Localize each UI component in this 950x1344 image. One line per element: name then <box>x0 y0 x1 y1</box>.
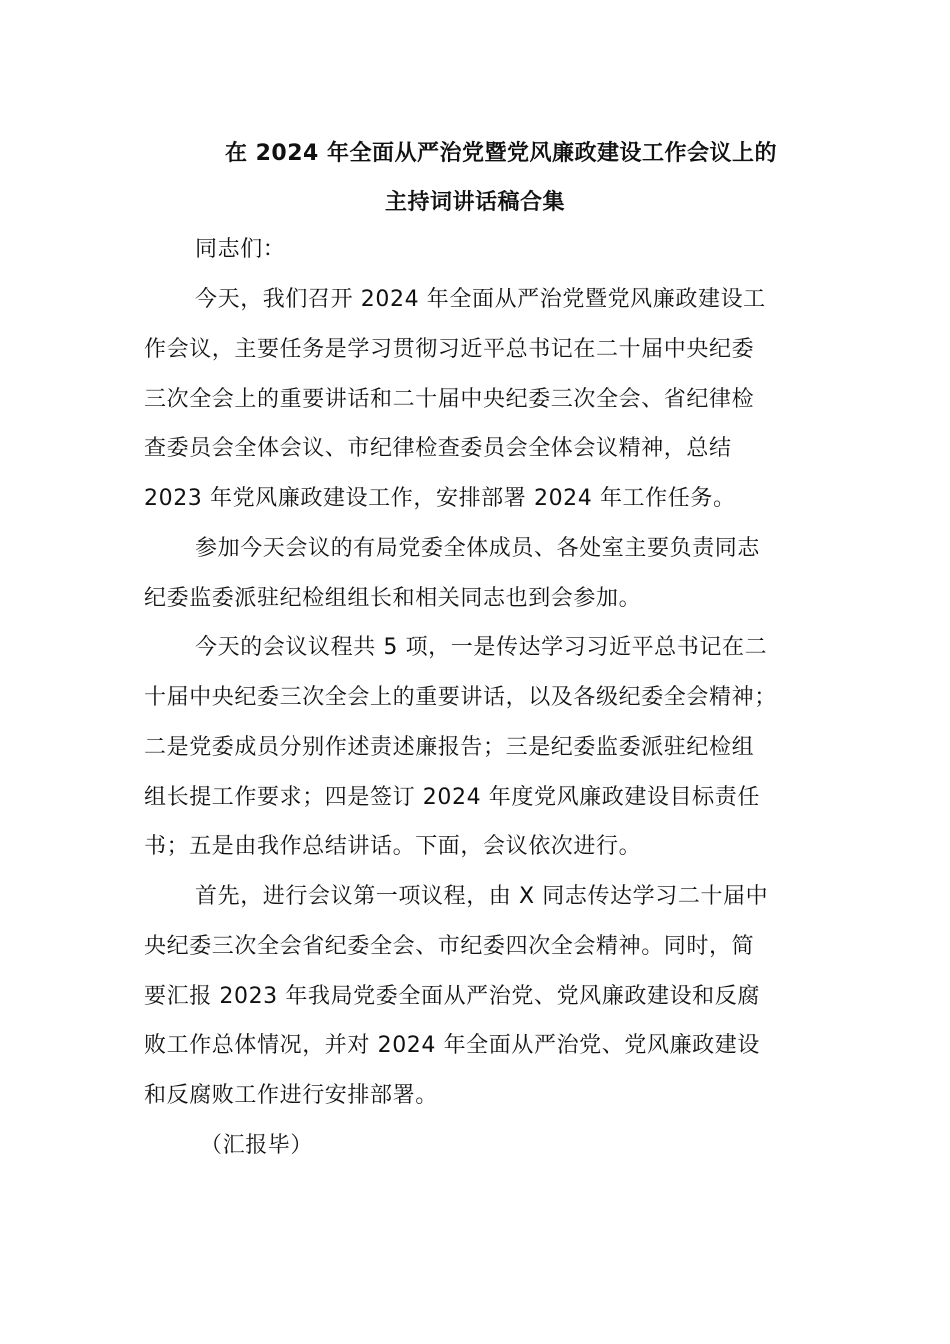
paragraph-4-line: 和反腐败工作进行安排部署。 <box>144 1083 438 1108</box>
paragraph-1-line: 2023 年党风廉政建设工作，安排部署 2024 年工作任务。 <box>144 486 736 511</box>
paragraph-3-line: 今天的会议议程共 5 项，一是传达学习习近平总书记在二 <box>195 635 768 660</box>
closing-note: （汇报毕） <box>200 1133 314 1158</box>
paragraph-2-line: 纪委监委派驻纪检组组长和相关同志也到会参加。 <box>144 586 642 611</box>
paragraph-4-line: 败工作总体情况，并对 2024 年全面从严治党、党风廉政建设 <box>144 1033 760 1058</box>
paragraph-3-line: 组长提工作要求；四是签订 2024 年度党风廉政建设目标责任 <box>144 785 760 810</box>
paragraph-1-line: 作会议，主要任务是学习贯彻习近平总书记在二十届中央纪委 <box>144 337 755 362</box>
paragraph-4-line: 要汇报 2023 年我局党委全面从严治党、党风廉政建设和反腐 <box>144 984 760 1009</box>
greeting: 同志们： <box>195 237 286 262</box>
paragraph-3-line: 二是党委成员分别作述责述廉报告；三是纪委监委派驻纪检组 <box>144 735 755 760</box>
paragraph-1-line: 三次全会上的重要讲话和二十届中央纪委三次全会、省纪律检 <box>144 387 755 412</box>
paragraph-4-line: 首先，进行会议第一项议程，由 X 同志传达学习二十届中 <box>195 884 769 909</box>
paragraph-3-line: 书；五是由我作总结讲话。下面，会议依次进行。 <box>144 834 642 859</box>
paragraph-1-line: 今天，我们召开 2024 年全面从严治党暨党风廉政建设工 <box>195 287 766 312</box>
paragraph-4-line: 央纪委三次全会省纪委全会、市纪委四次全会精神。同时，简 <box>144 934 755 959</box>
paragraph-3-line: 十届中央纪委三次全会上的重要讲话，以及各级纪委全会精神； <box>144 685 777 710</box>
paragraph-2-line: 参加今天会议的有局党委全体成员、各处室主要负责同志 <box>195 536 761 561</box>
document-title-line-1: 在 2024 年全面从严治党暨党风廉政建设工作会议上的 <box>224 141 778 166</box>
document-title-line-2: 主持词讲话稿合集 <box>384 190 565 215</box>
paragraph-1-line: 查委员会全体会议、市纪律检查委员会全体会议精神，总结 <box>144 436 732 461</box>
